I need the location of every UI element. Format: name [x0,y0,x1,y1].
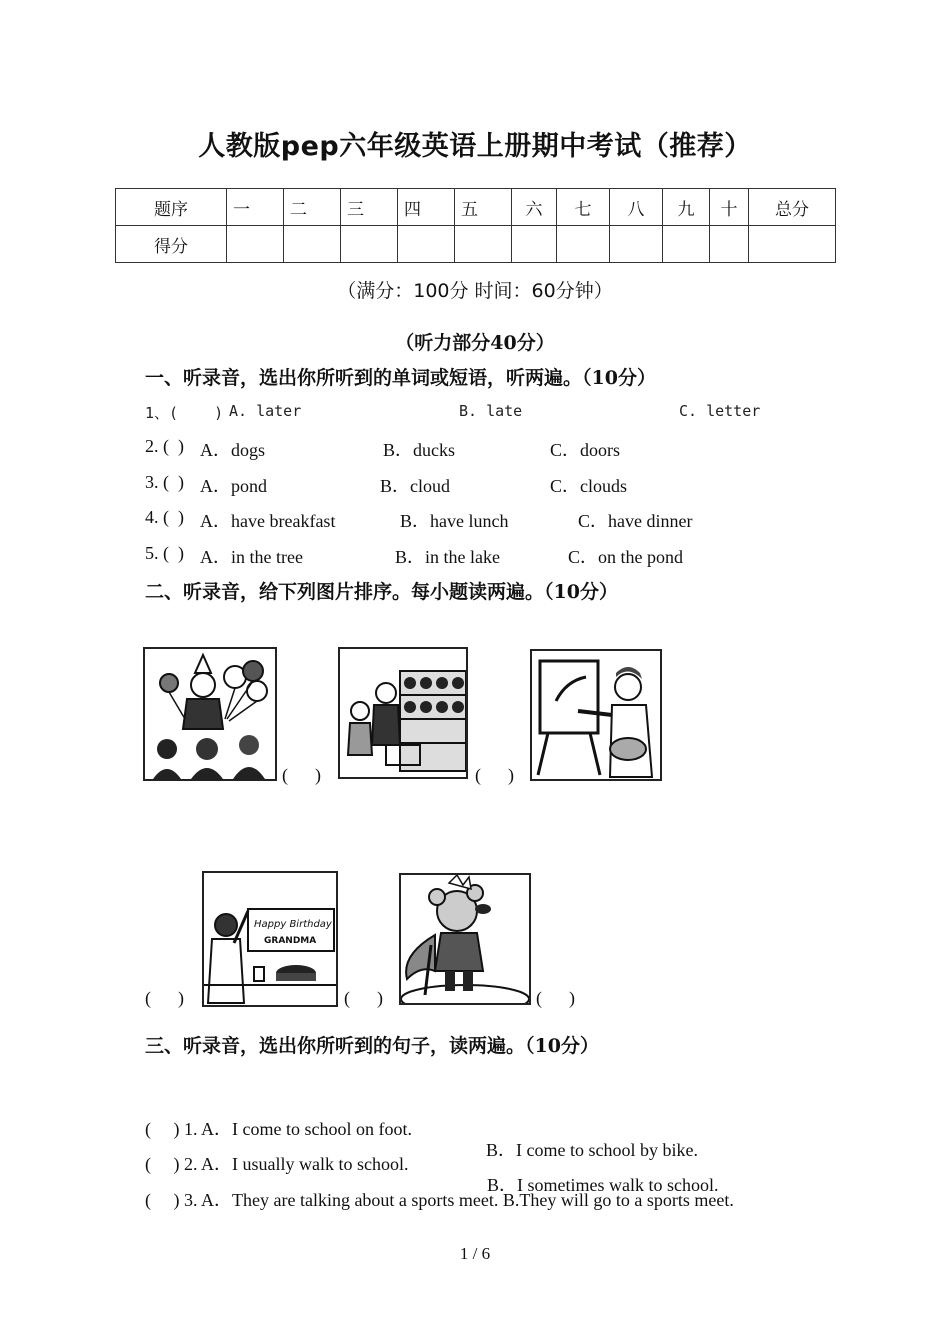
section2-heading: 二、听录音，给下列图片排序。每小题读两遍。（10分） [145,581,618,603]
banner-text-line1: Happy Birthday [254,919,332,930]
score-header-cell: 九 [663,189,710,226]
full-marks-note: （满分：100分 时间：60分钟） [337,280,613,302]
score-header-cell: 八 [610,189,663,226]
answer-blank[interactable]: ( ) [344,988,383,1008]
page-number: 1 / 6 [459,1244,491,1263]
picture-birthday-grandma [202,871,338,1007]
score-cell[interactable] [227,226,284,263]
score-header-cell: 七 [557,189,610,226]
score-header-cell: 十 [710,189,749,226]
score-cell[interactable] [663,226,710,263]
option-c: C. letter [679,402,761,420]
score-table [115,188,836,263]
sentence-option-b: B．I come to school by bike. [486,1140,698,1160]
score-header-cell: 四 [398,189,455,226]
option-b: B. late [459,402,523,420]
section3-heading: 三、听录音，选出你所听到的句子，读两遍。（10分） [145,1035,599,1057]
score-cell[interactable] [557,226,610,263]
score-header-cell: 三 [341,189,398,226]
score-table-score-row [116,226,836,263]
option-c: C．on the pond [568,547,683,567]
picture-supermarket [338,647,468,779]
score-cell[interactable] [284,226,341,263]
option-a: A. later [229,402,302,420]
question-row [145,472,805,496]
score-header-cell: 五 [455,189,512,226]
sentence-option-a: ( ) 1. A．I come to school on foot. [145,1119,412,1139]
page-title: 人教版pep六年级英语上册期中考试（推荐） [198,131,752,162]
score-cell[interactable] [710,226,749,263]
question-number: 2. ( ) [145,436,184,456]
answer-blank[interactable]: ( ) [282,765,321,785]
option-a: A．dogs [200,440,266,460]
question-row [145,436,805,460]
score-header-cell: 六 [512,189,557,226]
section1-heading: 一、听录音，选出你所听到的单词或短语，听两遍。（10分） [145,367,656,389]
banner-text-line2: GRANDMA [264,936,317,946]
question-number: 5. ( ) [145,543,184,563]
question-row [145,507,805,531]
sentence-option-b: B．I sometimes walk to school. [487,1175,719,1195]
option-c: C．clouds [550,476,628,496]
score-header-cell: 一 [227,189,284,226]
score-cell[interactable] [398,226,455,263]
score-header-cell: 题序 [116,189,227,226]
option-b: B．in the lake [395,547,500,567]
score-cell[interactable] [341,226,398,263]
option-a: A．pond [200,476,267,496]
picture-cartoon-hero [399,873,531,1005]
question-row [145,402,805,424]
sentence-option-a: ( ) 2. A．I usually walk to school. [145,1154,409,1174]
option-a: A．in the tree [200,547,303,567]
score-row-label: 得分 [116,226,227,263]
answer-blank[interactable]: ( ) [145,988,184,1008]
question-number: 3. ( ) [145,472,184,492]
question-number: 1、( ) [145,404,224,422]
sentence-question-row [145,1094,845,1160]
sentence-question-row [145,1129,845,1195]
picture-party-balloons [143,647,277,781]
option-c: C．doors [550,440,621,460]
score-cell[interactable] [512,226,557,263]
sentence-option-a: ( ) 3. A．They are talking about a sports meet. B.They will go to a sports meet. [145,1190,734,1210]
option-b: B．ducks [383,440,455,460]
score-cell[interactable] [610,226,663,263]
option-a: A．have breakfast [200,511,336,531]
score-header-cell: 总分 [749,189,836,226]
listening-part-heading: （听力部分40分） [395,332,555,354]
picture-painting [530,649,662,781]
question-row [145,543,805,567]
option-c: C．have dinner [578,511,693,531]
sentence-question-row [145,1165,845,1210]
score-header-cell: 二 [284,189,341,226]
answer-blank[interactable]: ( ) [475,765,514,785]
score-cell[interactable] [749,226,836,263]
score-cell[interactable] [455,226,512,263]
option-b: B．cloud [380,476,450,496]
question-number: 4. ( ) [145,507,184,527]
option-b: B．have lunch [400,511,509,531]
answer-blank[interactable]: ( ) [536,988,575,1008]
score-table-header-row [116,189,836,226]
